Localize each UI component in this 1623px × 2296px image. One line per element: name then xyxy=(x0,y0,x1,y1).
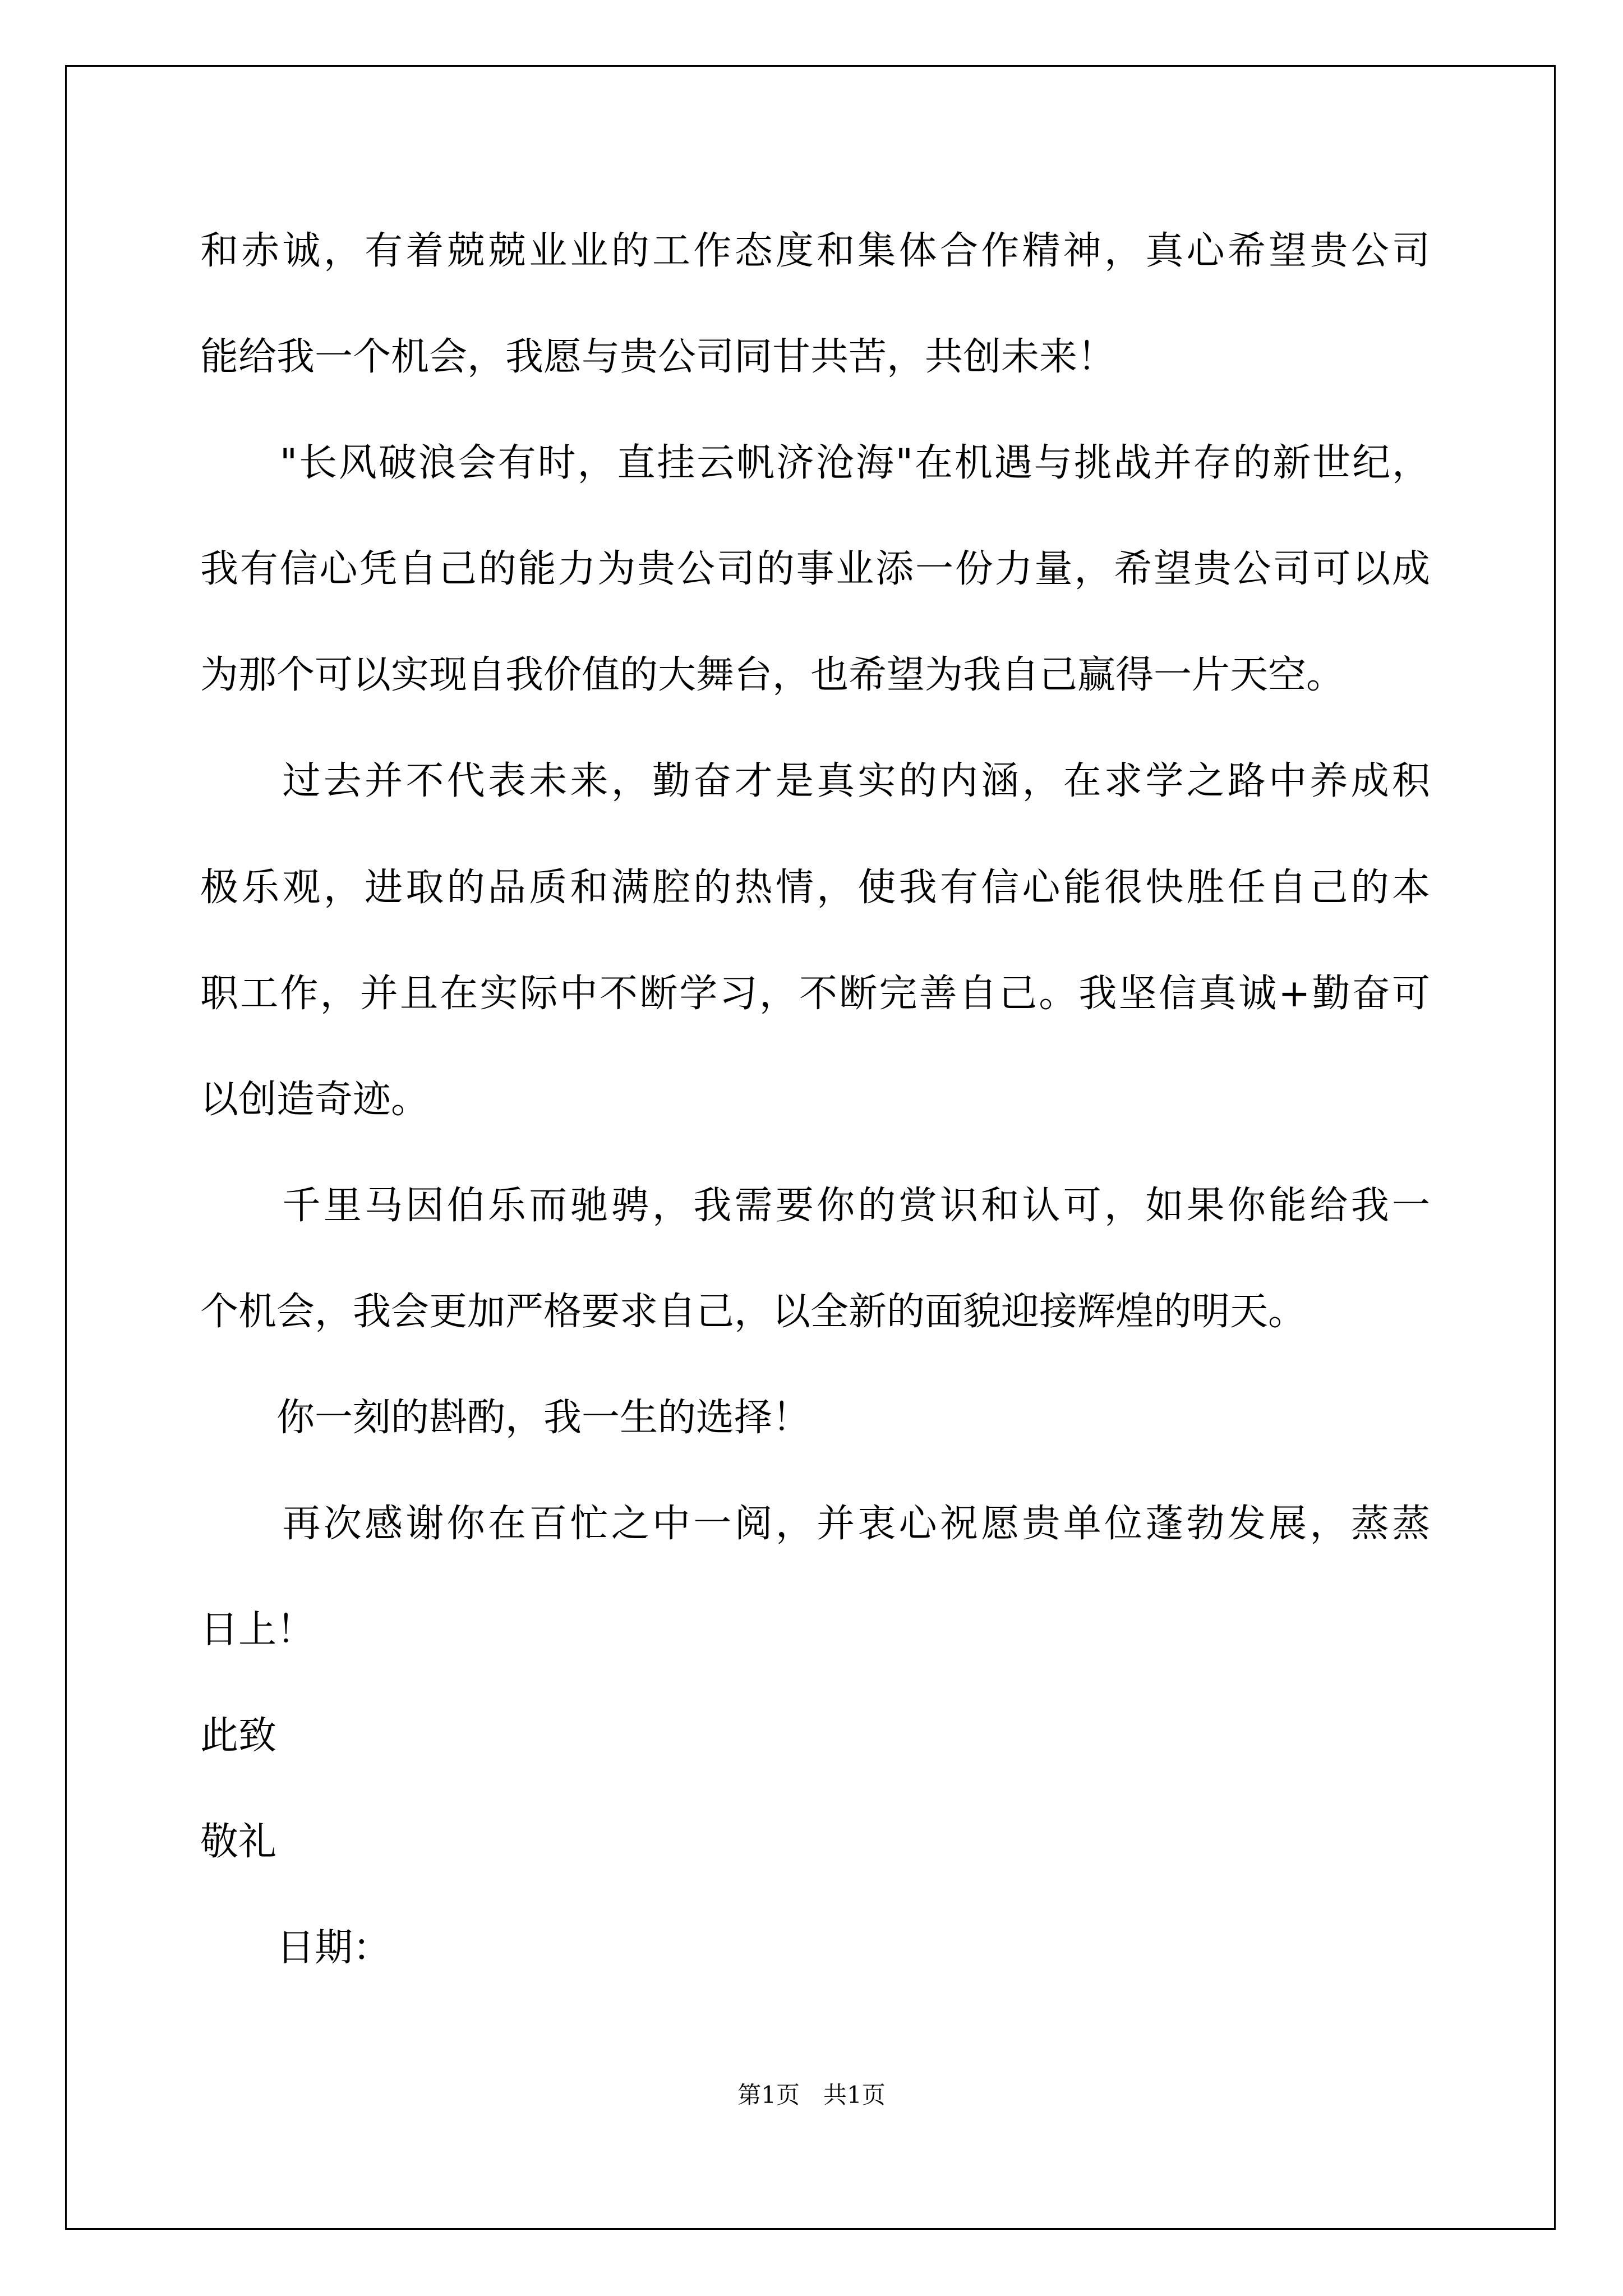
body-line-10: 千里马因伯乐而驰骋，我需要你的赏识和认可，如果你能给我一 xyxy=(200,1184,1430,1228)
body-line-5: 为那个可以实现自我价值的大舞台，也希望为我自己赢得一片天空。 xyxy=(200,653,1345,697)
body-line-13: 再次感谢你在百忙之中一阅，并衷心祝愿贵单位蓬勃发展，蒸蒸 xyxy=(200,1502,1430,1546)
closing-regards: 敬礼 xyxy=(200,1820,277,1864)
page-number-footer: 第1页 共1页 xyxy=(737,2081,886,2109)
body-line-1: 和赤诚，有着兢兢业业的工作态度和集体合作精神，真心希望贵公司 xyxy=(200,229,1430,273)
body-line-6: 过去并不代表未来，勤奋才是真实的内涵，在求学之路中养成积 xyxy=(200,759,1430,803)
body-line-11: 个机会，我会更加严格要求自己，以全新的面貌迎接辉煌的明天。 xyxy=(200,1290,1307,1334)
body-line-12: 你一刻的斟酌，我一生的选择！ xyxy=(200,1396,811,1440)
body-line-3: "长风破浪会有时，直挂云帆济沧海"在机遇与挑战并存的新世纪， xyxy=(200,441,1430,485)
closing-salutation: 此致 xyxy=(200,1714,277,1758)
date-label: 日期： xyxy=(200,1926,391,1970)
page-border xyxy=(65,65,1556,2230)
body-line-8: 职工作，并且在实际中不断学习，不断完善自己。我坚信真诚+勤奋可 xyxy=(200,972,1430,1016)
body-line-14: 日上！ xyxy=(200,1608,315,1652)
body-line-4: 我有信心凭自己的能力为贵公司的事业添一份力量，希望贵公司可以成 xyxy=(200,547,1430,591)
body-line-7: 极乐观，进取的品质和满腔的热情，使我有信心能很快胜任自己的本 xyxy=(200,866,1430,910)
body-line-2: 能给我一个机会，我愿与贵公司同甘共苦，共创未来！ xyxy=(200,335,1116,379)
body-line-9: 以创造奇迹。 xyxy=(200,1078,430,1122)
